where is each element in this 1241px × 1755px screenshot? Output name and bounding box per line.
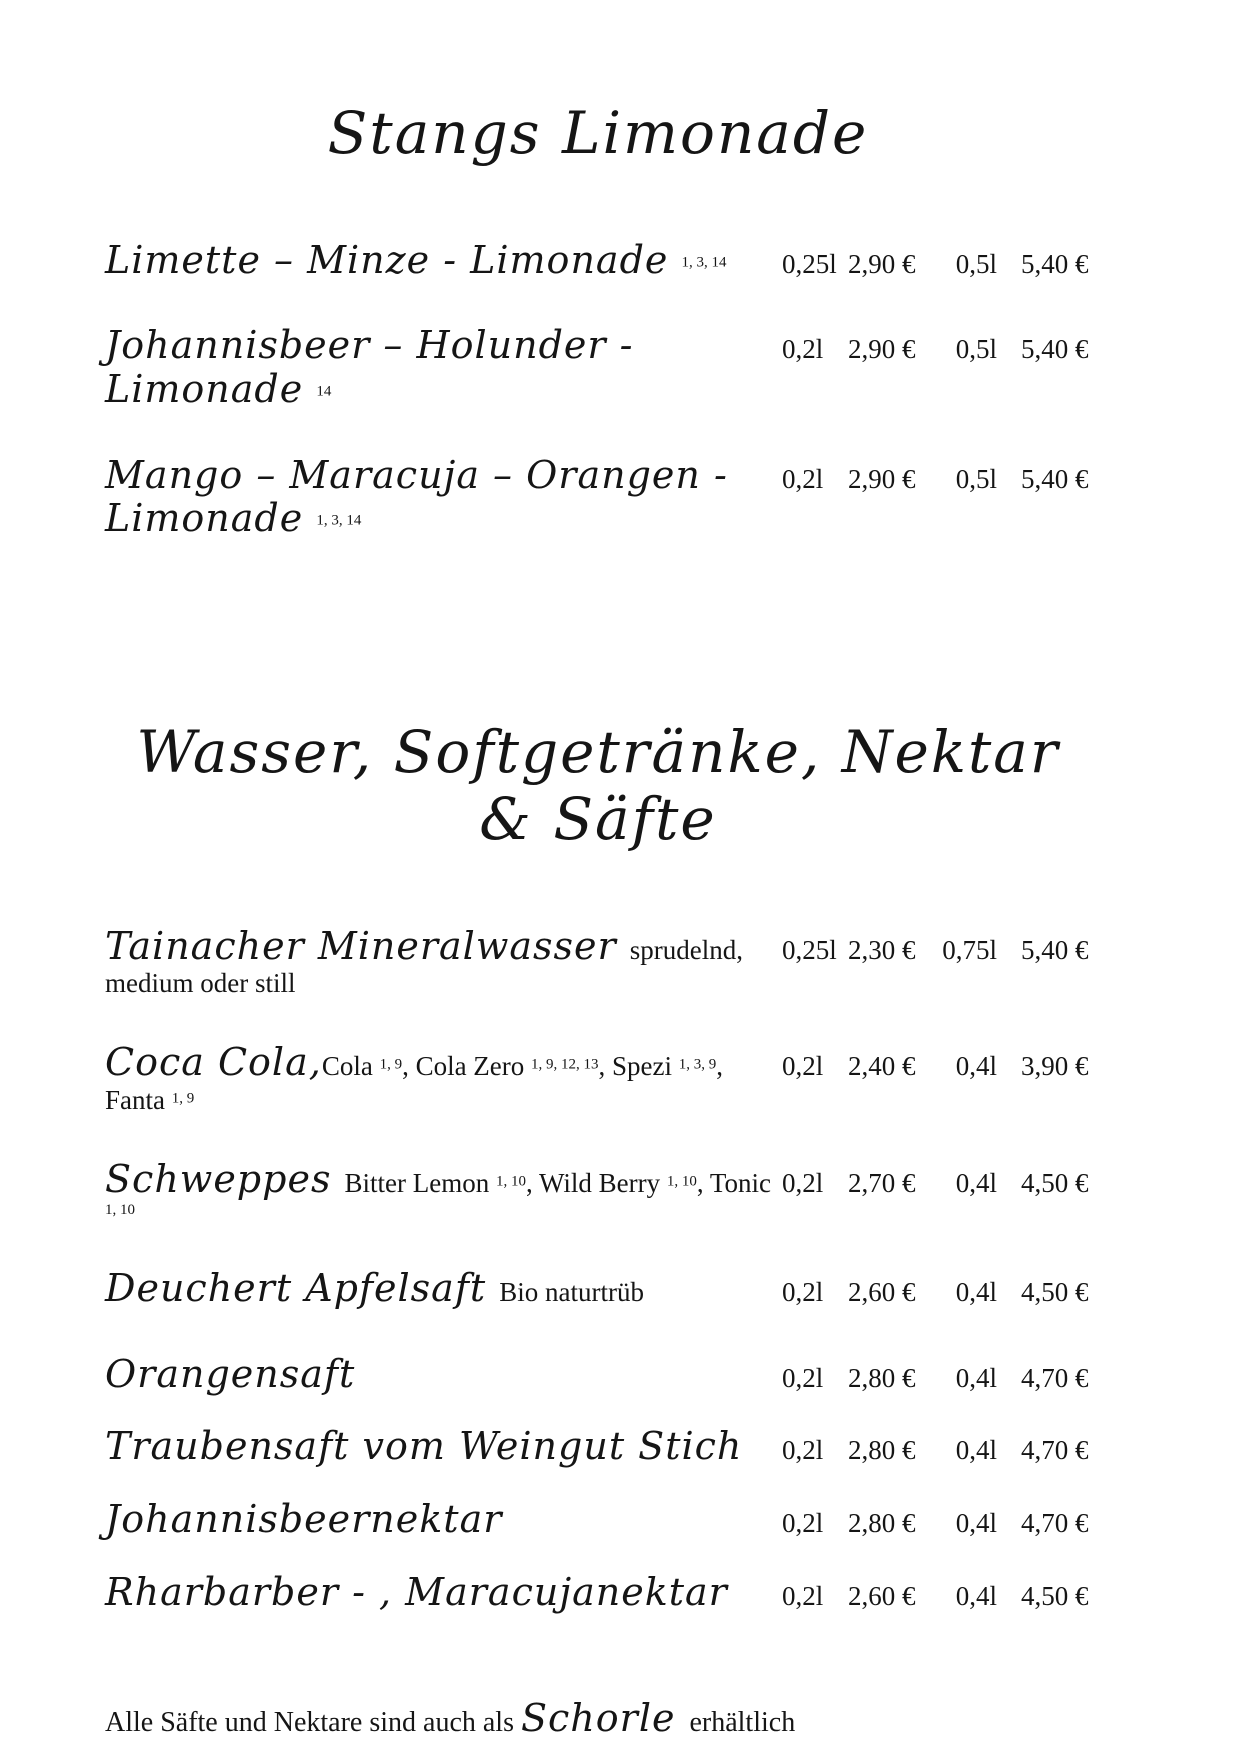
item-size-small: 0,2l	[782, 1051, 824, 1082]
item-size-large: 0,4l	[955, 1580, 997, 1611]
item-name-sup-text: 14	[316, 383, 332, 400]
footer-schorle-word: Schorle	[520, 1696, 676, 1741]
item-size-large: 0,4l	[955, 1167, 997, 1198]
item-name-script-text: Coca Cola,	[105, 1040, 322, 1085]
menu-item-row	[105, 324, 1091, 411]
item-name-script-text: Tainacher Mineralwasser	[105, 923, 630, 968]
item-price-large: 3,90 €	[1021, 1051, 1089, 1082]
item-price-small: 2,80 €	[848, 1362, 916, 1393]
item-name-serif-text: , Tonic	[696, 1167, 778, 1198]
item-name-serif-text: Bitter Lemon	[344, 1167, 496, 1198]
item-name-script-text: Schweppes	[105, 1156, 345, 1201]
menu-item-row	[105, 454, 1091, 541]
item-price-large: 4,50 €	[1021, 1276, 1089, 1307]
item-name-script-text: Johannisbeer – Holunder - Limonade	[105, 323, 647, 412]
item-size-small: 0,2l	[782, 463, 824, 494]
item-price-small: 2,90 €	[848, 463, 916, 494]
item-name-serif-text: , Cola Zero	[402, 1051, 532, 1082]
item-size-small: 0,2l	[782, 1276, 824, 1307]
item-name-serif-text: Cola	[321, 1051, 380, 1082]
item-name-sup-text: 1, 3, 9	[678, 1056, 717, 1073]
item-name-script-text: Limette – Minze - Limonade	[105, 237, 682, 282]
item-price-small: 2,90 €	[848, 334, 916, 365]
footer-text-suffix: erhältlich	[675, 1707, 796, 1739]
item-size-large: 0,4l	[955, 1435, 997, 1466]
item-name-script-text: Orangensaft	[105, 1351, 356, 1396]
item-size-large: 0,5l	[955, 334, 997, 365]
item-name-sup-text: 1, 3, 14	[681, 254, 727, 271]
menu-item-row	[105, 1158, 1091, 1225]
item-price-large: 4,50 €	[1021, 1580, 1089, 1611]
item-size-small: 0,2l	[782, 1507, 824, 1538]
item-name-sup-text: 1, 3, 14	[316, 513, 362, 530]
item-price-large: 5,40 €	[1021, 463, 1089, 494]
item-name-serif-text: Bio naturtrüb	[499, 1276, 644, 1307]
item-price-small: 2,80 €	[848, 1507, 916, 1538]
item-name	[105, 1425, 782, 1469]
item-price-large: 5,40 €	[1021, 934, 1089, 965]
menu-item-row	[105, 1041, 1091, 1116]
item-price-large: 5,40 €	[1021, 248, 1089, 279]
item-size-small: 0,2l	[782, 1167, 824, 1198]
item-size-large: 0,4l	[955, 1507, 997, 1538]
item-size-large: 0,4l	[955, 1276, 997, 1307]
item-name-sup-text: 1, 10	[666, 1173, 697, 1190]
menu-item-row	[105, 1571, 1091, 1615]
item-size-small: 0,25l	[782, 248, 837, 279]
item-name-sup-text: 1, 10	[496, 1173, 526, 1190]
item-name-serif-text: , Wild Berry	[526, 1167, 667, 1198]
item-size-small: 0,2l	[782, 1362, 824, 1393]
item-name-script-text: Deuchert Apfelsaft	[105, 1265, 500, 1310]
item-name	[105, 1498, 782, 1542]
item-size-small: 0,2l	[782, 1580, 824, 1611]
menu-item-row	[105, 1353, 1091, 1397]
item-name	[105, 454, 782, 541]
item-name	[105, 1571, 782, 1615]
footer-text-prefix: Alle Säfte und Nektare sind auch als	[105, 1707, 521, 1739]
menu-item-row	[105, 1498, 1091, 1542]
item-name-serif-text: sprudelnd, medium oder still	[105, 934, 750, 999]
item-name-serif-text: , Spezi	[598, 1051, 679, 1082]
section-title: Wasser, Softgetränke, Nektar & Säfte	[136, 718, 1060, 853]
item-name	[105, 1267, 782, 1311]
item-name-sup-text: 1, 9	[379, 1056, 403, 1073]
menu-item-row	[105, 1267, 1091, 1311]
item-size-small: 0,25l	[782, 934, 837, 965]
item-name	[105, 324, 782, 411]
item-name	[105, 1158, 782, 1225]
item-price-small: 2,60 €	[848, 1276, 916, 1307]
menu-section	[105, 719, 1091, 1614]
item-name-script-text: Rharbarber - , Maracujanektar	[105, 1569, 728, 1614]
section-title: Stangs Limonade	[327, 99, 869, 167]
item-size-large: 0,5l	[955, 248, 997, 279]
item-name	[105, 1041, 782, 1116]
item-price-large: 4,50 €	[1021, 1167, 1089, 1198]
item-price-large: 4,70 €	[1021, 1362, 1089, 1393]
item-size-small: 0,2l	[782, 334, 824, 365]
item-price-small: 2,40 €	[848, 1051, 916, 1082]
menu-item-row	[105, 1425, 1091, 1469]
item-size-large: 0,4l	[955, 1362, 997, 1393]
item-price-small: 2,90 €	[848, 248, 916, 279]
item-price-small: 2,30 €	[848, 934, 916, 965]
item-name-script-text: Traubensaft vom Weingut Stich	[105, 1424, 743, 1469]
item-name	[105, 925, 782, 1000]
menu-section	[105, 100, 1091, 541]
item-name	[105, 1353, 782, 1397]
item-size-small: 0,2l	[782, 1435, 824, 1466]
item-name-serif-text: , Fanta	[105, 1051, 730, 1115]
item-size-large: 0,75l	[942, 934, 997, 965]
item-price-small: 2,60 €	[848, 1580, 916, 1611]
item-price-large: 5,40 €	[1021, 334, 1089, 365]
menu-item-row	[105, 239, 1091, 283]
item-size-large: 0,4l	[955, 1051, 997, 1082]
item-price-large: 4,70 €	[1021, 1507, 1089, 1538]
item-price-small: 2,80 €	[848, 1435, 916, 1466]
footer-note	[105, 1696, 1091, 1740]
item-name-sup-text: 1, 9	[171, 1090, 195, 1107]
item-size-large: 0,5l	[955, 463, 997, 494]
menu-item-row	[105, 925, 1091, 1000]
item-price-large: 4,70 €	[1021, 1435, 1089, 1466]
item-name-sup-text: 1, 10	[105, 1201, 135, 1218]
item-name	[105, 239, 782, 283]
item-name-sup-text: 1, 9, 12, 13	[531, 1056, 599, 1073]
item-name-script-text: Mango – Maracuja – Orangen - Limonade	[105, 452, 741, 541]
menu-sections	[105, 100, 1091, 1614]
item-name-script-text: Johannisbeernektar	[105, 1496, 503, 1541]
item-price-small: 2,70 €	[848, 1167, 916, 1198]
